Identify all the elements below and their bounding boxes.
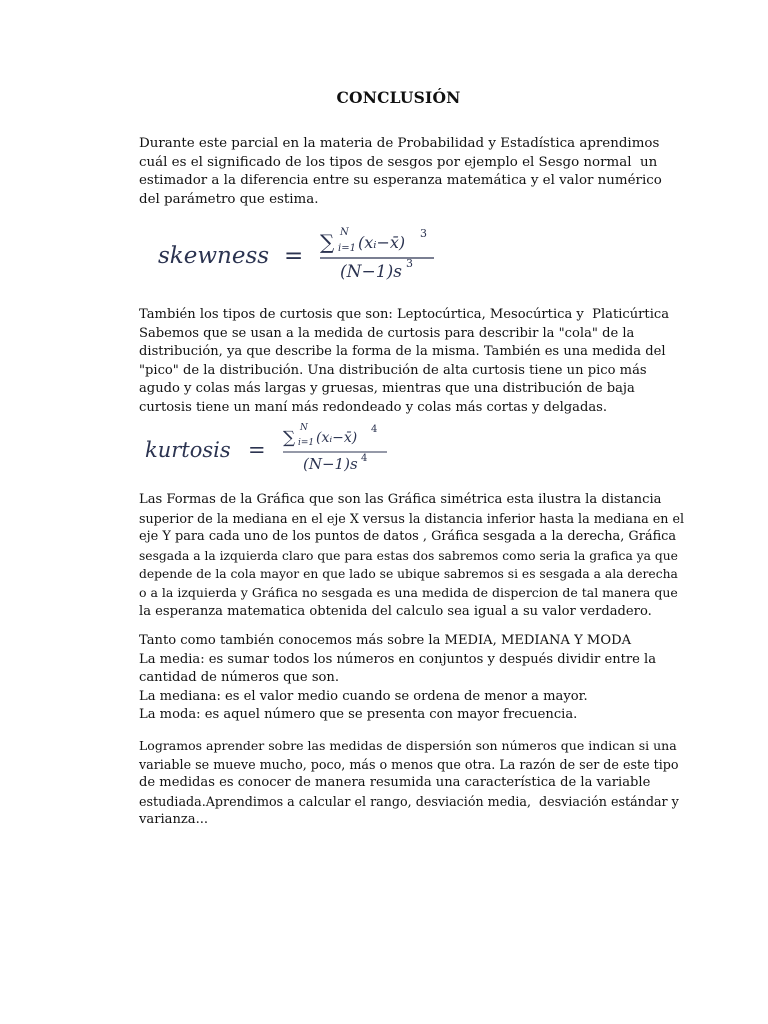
denominator-exponent: 3 [406,257,413,270]
text-line: También los tipos de curtosis que son: Leptocúrtica, Mesocúrtica y Platicúrtica [139,307,670,322]
text-line: Durante este parcial en la materia de Probabilidad y Estadística aprendimos [139,136,660,151]
text-line: o a la izquierda y Gráfica no sesgada es una medida de dispercion de tal manera que [139,584,678,600]
text-line: curtosis tiene un maní más redondeado y colas más cortas y delgadas. [139,399,608,415]
text-line: estudiada.Aprendimos a calcular el rango, desviación media, desviación estándar y [139,793,679,809]
equals-sign: = [284,243,304,269]
text-line: estimador a la diferencia entre su esperanza matemática y el valor numérico [139,173,662,189]
text-line: sesgada a la izquierda claro que para estas dos sabremos como seria la grafica ya que [139,548,678,563]
text-line: Sabemos que se usan a la medida de curtosis para describir la "cola" de la [139,325,635,341]
formula-name: kurtosis [145,438,231,462]
text-line: eje Y para cada uno de los puntos de datos , Gráfica sesgada a la derecha, Gráfica [139,529,677,545]
text-line: Las Formas de la Gráfica que son las Gráfica simétrica esta ilustra la distancia [139,492,662,507]
formula-name: skewness [158,243,270,269]
sum-symbol: ∑ [320,230,335,254]
denominator-exponent: 4 [361,453,368,464]
text-line: depende de la cola mayor en que lado se ubique sabremos si es sesgada a ala derecha [139,567,678,582]
text-line: agudo y colas más largas y gruesas, mientras que una distribución de baja [139,381,635,397]
sum-upper-limit: N [300,423,308,433]
numerator-exponent: 4 [371,424,378,435]
denominator-body: (N−1)s [303,455,358,473]
kurtosis-formula [145,422,395,478]
text-line: la esperanza matematica obtenida del calculo sea igual a su valor verdadero. [139,603,652,619]
text-line: distribución, ya que describe la forma de la misma. También es una medida del [139,344,666,360]
text-line: "pico" de la distribución. Una distribución de alta curtosis tiene un pico más [139,362,647,378]
paragraph-dispersion [139,737,684,830]
paragraph-curtosis [139,306,684,418]
paragraph-media-mediana-moda [139,632,684,725]
sum-lower-limit: i=1 [298,438,315,448]
text-line: de medidas es conocer de manera resumida una característica de la variable [139,775,651,791]
text-line: del parámetro que estima. [139,191,319,207]
paragraph-sesgos [139,135,684,209]
text-line: Logramos aprender sobre las medidas de dispersión son números que indican si una [139,738,677,753]
numerator-body: (xᵢ−x̄) [316,430,358,446]
numerator-body: (xᵢ−x̄) [358,233,406,252]
text-line: Tanto como también conocemos más sobre la MEDIA, MEDIANA Y MODA [139,633,632,648]
text-line: variable se mueve mucho, poco, más o menos que otra. La razón de ser de este tipo [139,756,679,772]
text-line: cuál es el significado de los tipos de sesgos por ejemplo el Sesgo normal un [139,154,658,170]
denominator-body: (N−1)s [340,262,402,282]
sum-symbol: ∑ [283,428,296,448]
numerator-exponent: 3 [420,227,427,240]
text-line: varianza... [139,812,209,828]
text-line: cantidad de números que son. [139,670,340,686]
text-line: La moda: es aquel número que se presenta con mayor frecuencia. [139,707,578,723]
paragraph-formas-grafica [139,491,684,621]
text-line: superior de la mediana en el eje X versus la distancia inferior hasta la mediana en el [139,510,685,526]
skewness-formula [158,225,448,287]
document-title: CONCLUSIÓN [336,88,461,107]
text-line: La mediana: es el valor medio cuando se ordena de menor a mayor. [139,688,588,704]
equals-sign: = [248,438,266,462]
text-line: La media: es sumar todos los números en conjuntos y después dividir entre la [139,651,657,667]
sum-upper-limit: N [340,227,349,238]
sum-lower-limit: i=1 [338,243,356,254]
